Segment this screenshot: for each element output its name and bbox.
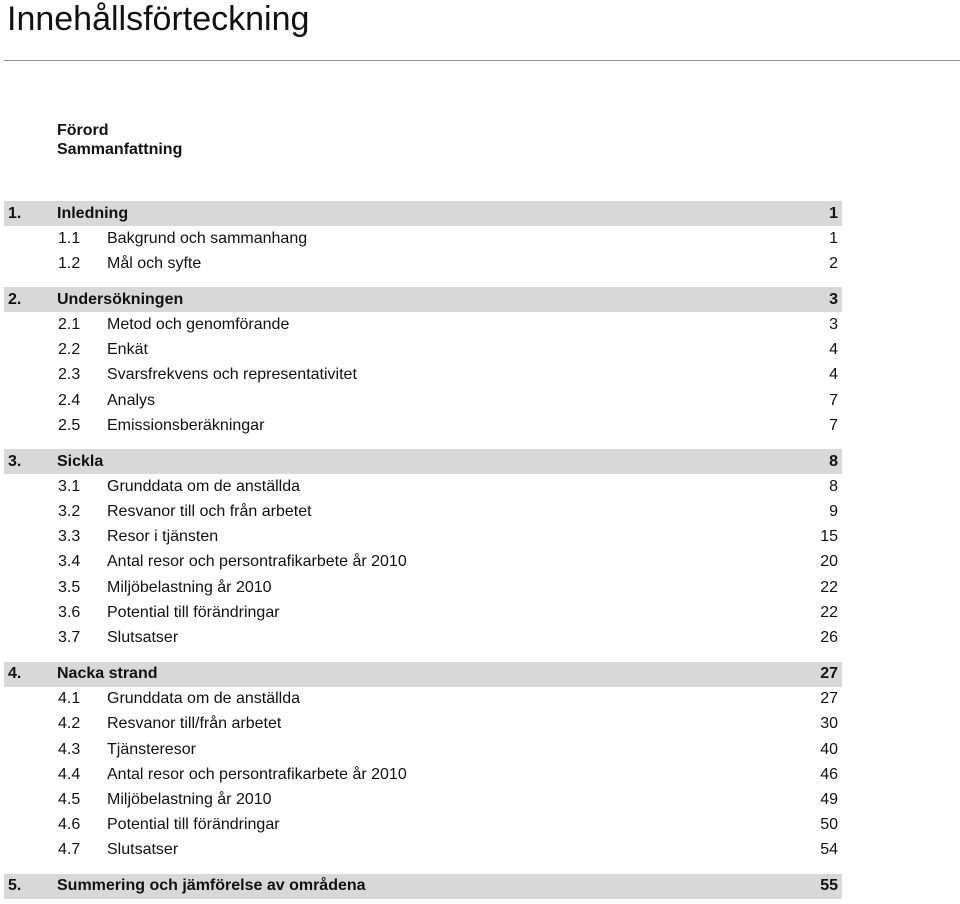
- toc-section-title: Miljöbelastning år 2010: [107, 790, 272, 808]
- toc-section-row[interactable]: [4, 737, 842, 762]
- toc-section-row[interactable]: [4, 525, 842, 550]
- toc-section-page: 15: [820, 528, 838, 546]
- toc-chapter-title: Inledning: [57, 204, 129, 222]
- toc-section-row[interactable]: [4, 388, 842, 413]
- toc-chapter-number: 2.: [8, 290, 22, 308]
- toc-section-page: 49: [820, 790, 838, 808]
- toc-section-number: 1.1: [58, 229, 81, 247]
- toc-section-row[interactable]: [4, 550, 842, 575]
- toc-section-row[interactable]: [4, 251, 842, 276]
- toc-section-page: 50: [820, 816, 838, 834]
- toc-section-row[interactable]: [4, 838, 842, 863]
- toc-section-page: 54: [820, 841, 838, 859]
- toc-section-row[interactable]: [4, 413, 842, 438]
- toc-section-row[interactable]: [4, 500, 842, 525]
- toc-section-title: Metod och genomförande: [107, 315, 290, 333]
- toc-chapter-number: 1.: [8, 204, 22, 222]
- toc-section-number: 4.6: [58, 816, 81, 834]
- toc-section-title: Potential till förändringar: [107, 603, 280, 621]
- toc-section-title: Emissionsberäkningar: [107, 416, 265, 434]
- toc-section-title: Bakgrund och sammanhang: [107, 229, 308, 247]
- toc-section-number: 2.2: [58, 341, 81, 359]
- toc-section-row[interactable]: [4, 600, 842, 625]
- toc-section-number: 2.3: [58, 366, 81, 384]
- toc-section-title: Grunddata om de anställda: [107, 477, 301, 495]
- toc-section-number: 4.3: [58, 740, 81, 758]
- toc-section-title: Slutsatser: [107, 841, 179, 859]
- toc-chapter-number: 5.: [8, 877, 22, 895]
- toc-chapter-page: 55: [820, 877, 838, 895]
- toc-section-title: Resvanor till/från arbetet: [107, 715, 282, 733]
- toc-section-page: 1: [829, 229, 838, 247]
- toc-section-number: 2.4: [58, 391, 81, 409]
- toc-section-page: 30: [820, 715, 838, 733]
- page-title: Innehållsförteckning: [7, 0, 310, 38]
- toc-section-page: 20: [820, 553, 838, 571]
- toc-section-number: 4.5: [58, 790, 81, 808]
- toc-section-row[interactable]: [4, 226, 842, 251]
- toc-section-row[interactable]: [4, 712, 842, 737]
- toc-chapter-page: 8: [829, 452, 838, 470]
- toc-section-title: Antal resor och persontrafikarbete år 2010: [107, 765, 407, 783]
- table-of-contents: [4, 201, 842, 899]
- toc-chapter-number: 4.: [8, 665, 22, 683]
- toc-section-row[interactable]: [4, 762, 842, 787]
- toc-section-number: 4.4: [58, 765, 81, 783]
- toc-section-page: 9: [829, 503, 838, 521]
- toc-section-title: Slutsatser: [107, 629, 179, 647]
- toc-chapter-page: 27: [820, 665, 838, 683]
- toc-section-row[interactable]: [4, 474, 842, 499]
- toc-chapter-title: Sickla: [57, 452, 104, 470]
- toc-chapter-title: Undersökningen: [57, 290, 184, 308]
- toc-section-row[interactable]: [4, 363, 842, 388]
- toc-section-row[interactable]: [4, 687, 842, 712]
- toc-section-page: 7: [829, 391, 838, 409]
- toc-section-page: 22: [820, 578, 838, 596]
- front-matter: [57, 121, 182, 159]
- toc-section-title: Svarsfrekvens och representativitet: [107, 366, 357, 384]
- toc-chapter-row[interactable]: [4, 449, 842, 474]
- toc-section-row[interactable]: [4, 787, 842, 812]
- toc-section-row[interactable]: [4, 625, 842, 650]
- toc-section-number: 3.1: [58, 477, 81, 495]
- toc-section-row[interactable]: [4, 813, 842, 838]
- toc-section-page: 40: [820, 740, 838, 758]
- toc-chapter-title: Nacka strand: [57, 665, 158, 683]
- toc-chapter-row[interactable]: [4, 874, 842, 899]
- toc-section-number: 2.1: [58, 315, 81, 333]
- toc-section-page: 26: [820, 629, 838, 647]
- front-matter-item-sammanfattning[interactable]: Sammanfattning: [57, 141, 183, 158]
- toc-section-number: 4.7: [58, 841, 81, 859]
- toc-section-page: 4: [829, 366, 838, 384]
- toc-section-title: Grunddata om de anställda: [107, 690, 301, 708]
- toc-section-title: Analys: [107, 391, 156, 409]
- toc-section-title: Resor i tjänsten: [107, 528, 219, 546]
- toc-section-page: 2: [829, 254, 838, 272]
- toc-section-title: Tjänsteresor: [107, 740, 196, 758]
- toc-section-title: Potential till förändringar: [107, 816, 280, 834]
- toc-section-page: 22: [820, 603, 838, 621]
- toc-section-row[interactable]: [4, 338, 842, 363]
- title-divider: [4, 60, 960, 61]
- toc-chapter-row[interactable]: [4, 287, 842, 312]
- toc-chapter-row[interactable]: [4, 662, 842, 687]
- toc-section-number: 2.5: [58, 416, 81, 434]
- toc-section-page: 3: [829, 315, 838, 333]
- toc-section-title: Mål och syfte: [107, 254, 202, 272]
- toc-section-row[interactable]: [4, 575, 842, 600]
- toc-section-title: Miljöbelastning år 2010: [107, 578, 272, 596]
- toc-section-page: 27: [820, 690, 838, 708]
- toc-chapter-number: 3.: [8, 452, 22, 470]
- toc-chapter-row[interactable]: [4, 201, 842, 226]
- toc-section-title: Antal resor och persontrafikarbete år 2010: [107, 553, 407, 571]
- toc-section-number: 4.2: [58, 715, 81, 733]
- front-matter-item-forord[interactable]: Förord: [57, 122, 109, 139]
- toc-section-number: 3.5: [58, 578, 81, 596]
- toc-section-number: 3.4: [58, 553, 81, 571]
- toc-chapter-page: 1: [829, 204, 838, 222]
- toc-section-page: 8: [829, 477, 838, 495]
- toc-section-page: 7: [829, 416, 838, 434]
- toc-chapter-title: Summering och jämförelse av områdena: [57, 877, 366, 895]
- toc-section-page: 4: [829, 341, 838, 359]
- toc-section-title: Enkät: [107, 341, 148, 359]
- toc-section-title: Resvanor till och från arbetet: [107, 503, 312, 521]
- toc-section-number: 3.6: [58, 603, 81, 621]
- toc-section-row[interactable]: [4, 312, 842, 337]
- toc-section-number: 4.1: [58, 690, 81, 708]
- toc-chapter-page: 3: [829, 290, 838, 308]
- toc-section-number: 3.3: [58, 528, 81, 546]
- toc-section-number: 3.7: [58, 629, 81, 647]
- toc-section-page: 46: [820, 765, 838, 783]
- toc-section-number: 3.2: [58, 503, 81, 521]
- toc-section-number: 1.2: [58, 254, 81, 272]
